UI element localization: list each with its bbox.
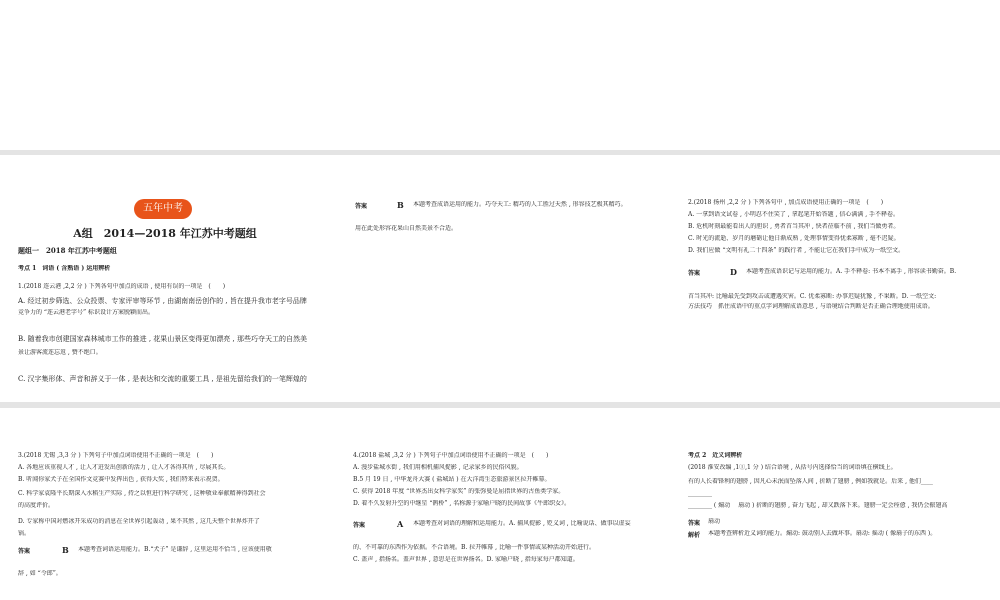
answer-word: 扇动 bbox=[708, 518, 721, 525]
option-c: C. 科学家袁隆平长期深入水稻生产实际 , 持之以恒进行科学研究 , 这种敬业奉献精神得到社会 bbox=[18, 490, 266, 497]
option-a: A. 一拿到语文试卷 , 小明忍不住笑了 , 拿起笔开始答题 , 信心满满 , 手不释卷。 bbox=[688, 211, 900, 218]
answer-text: 本题考查词语运用能力。B.“犬子” 是谦辞 , 这里运用不恰当 , 应该使用敬 bbox=[78, 546, 272, 553]
slide-1[interactable] bbox=[0, 155, 330, 402]
answer-label: 答案 bbox=[355, 203, 368, 210]
option-c: C. 汉字集形体、声音和辞义于一体 , 是表达和交流的重要工具 , 是祖先留给我们的一笔辉煌的 bbox=[18, 375, 307, 383]
question-text-cont: ________ ( 煽动 扇动 ) 折断的翅膀 , 奋力飞起 , 却又跌落下来。翅膀一定会痊愈 , 我仍会振翅高 bbox=[688, 502, 948, 509]
option-a-cont: 竞争力的 “连云港老字号” 标识设计方案脱颖而出。 bbox=[18, 309, 154, 316]
option-d-cont: 锅。 bbox=[18, 530, 31, 537]
option-d: D. 着不久发射升空的中继星 “鹊桥” , 名称源于家喻户晓的民间故事《牛郎织女》。 bbox=[353, 500, 571, 507]
answer-text-cont: 首当其冲: 比喻最先受到攻击或遭遇灾害。C. 优柔寡断: 办事迟疑犹豫 , 不果断。D. 一纸空文: bbox=[688, 293, 937, 300]
option-c: C. 获得 2018 年度 “世界杰出女科学家奖” 的张弥曼是屈指世界的古鱼类学家。 bbox=[353, 488, 565, 495]
answer-label: 答案 bbox=[353, 522, 366, 529]
option-a: A. 各地应该重视人才 , 让人才迸发出创新的活力 , 让人才各得其所 , 尽展其长。 bbox=[18, 464, 230, 471]
slide-4[interactable] bbox=[0, 408, 330, 600]
answer-text-cont: 的、不可靠的东西作为依据。不合语境。B. 拉开帷幕 , 比喻一件事情或某种活动开始进行。 bbox=[353, 544, 595, 551]
section-badge: 五年中考 bbox=[134, 199, 192, 219]
option-c-cont: 的高度评价。 bbox=[18, 502, 55, 509]
option-b: B. 危机时刻最能看出人的胆识 , 勇者首当其冲 , 快者莅临不前 , 我们当做勇者。 bbox=[688, 223, 900, 230]
answer-letter: A bbox=[397, 519, 404, 529]
option-a: A. 经过初步筛选、公众投票、专家评审等环节 , 由湖南南岳创作的 , 旨在提升我市老字号品牌 bbox=[18, 297, 307, 305]
question-stem: 3.(2018 无锡 ,3,3 分 ) 下列句子中加点词语使用不正确的一项是 ( ) bbox=[18, 452, 214, 459]
option-b: B.5 月 19 日 , 中华龙舟大赛 ( 盐城站 ) 在大洋湾生态旅游景区拉开帷幕。 bbox=[353, 476, 551, 483]
point-heading: 考点 2 近义词辨析 bbox=[688, 452, 743, 459]
analysis-text: 本题考查辨析近义词的能力。煽动: 鼓动别人去做坏事。扇动: 摇动 ( 像扇子的东西 )。 bbox=[708, 530, 937, 537]
group-heading: 题组一 2018 年江苏中考题组 bbox=[18, 247, 117, 255]
option-a: A. 漫步盐城水街 , 我们用相机捕风捉影 , 记录家乡的民俗风貌。 bbox=[353, 464, 523, 471]
answer-label: 答案 bbox=[18, 548, 31, 555]
slide-2[interactable] bbox=[335, 155, 665, 402]
slide-5[interactable] bbox=[335, 408, 665, 600]
answer-letter: D bbox=[730, 267, 737, 277]
question-stem: 4.(2018 盐城 ,3,2 分 ) 下列句子中加点词语使用不正确的一项是 ( ) bbox=[353, 452, 549, 459]
answer-text: 本题考查成语识记与运用的能力。A. 手不释卷: 书本不离手 , 形容读书勤奋。B. bbox=[746, 268, 957, 275]
point-heading: 考点 1 词语 ( 含熟语 ) 运用辨析 bbox=[18, 265, 111, 272]
slide-6[interactable] bbox=[670, 408, 1000, 600]
answer-letter: B bbox=[397, 200, 404, 210]
answer-text-cont: 辞 , 如 “令郎”。 bbox=[18, 570, 62, 577]
analysis-label: 解析 bbox=[688, 532, 701, 539]
option-b-cont: 景让游客流连忘返 , 赞不绝口。 bbox=[18, 349, 102, 356]
page-title: A组 2014—2018 年江苏中考题组 bbox=[73, 227, 257, 240]
option-d: D. 我们应做 “文明有礼二十四条” 的践行者 , 不能让它在我们手中成为一纸空文。 bbox=[688, 247, 905, 254]
answer-letter: B bbox=[62, 545, 69, 555]
answer-blank: ________ bbox=[688, 490, 712, 497]
option-c: C. 时光的流逝、岁月的磨砺让他日渐成熟 , 处理事情变得忧柔寡断 , 毫不迟疑。 bbox=[688, 235, 900, 242]
question-stem: 2.(2018 扬州 ,2,2 分 ) 下列各句中 , 加点成语使用正确的一项是 ( ) bbox=[688, 199, 884, 206]
answer-text-cont: 用在此处形容花果山自然美景不合适。 bbox=[355, 225, 458, 232]
option-d: D. 专家称中国对燃冰开采成功的消息在全世界引起轰动 , 果不其然 , 这几天整个世界炸开了 bbox=[18, 518, 260, 525]
question-stem: 1.(2018 连云港 ,2,2 分 ) 下列各句中加点的成语 , 使用有误的一项是 ( ) bbox=[18, 283, 226, 290]
option-b: B. 听闻你家犬子在全国作文竞赛中发挥出色 , 获得大奖 , 我们特来表示祝贺。 bbox=[18, 476, 224, 483]
answer-label: 答案 bbox=[688, 520, 701, 527]
answer-label: 答案 bbox=[688, 270, 701, 277]
option-b: B. 随着我市创建国家森林城市工作的推进 , 花果山景区变得更加漂亮 , 那些巧夺天工的自然美 bbox=[18, 335, 307, 343]
method-tip: 方法技巧 抓住成语中的重点字词理解成语意思 , 与语境结合判断是否正确合理地使用成语。 bbox=[688, 303, 934, 310]
question-stem: (2018 淮安改编 ,1①,1 分 ) 结合语境 , 从括号内选择恰当的词语填在横线上。 bbox=[688, 464, 897, 471]
question-text: 有的人长着锋利的翅膀 , 因凡心未泯而坠落人间 , 折断了翅膀 , 例如我就是。后来 , 他们____ bbox=[688, 478, 933, 485]
slide-3[interactable] bbox=[670, 155, 1000, 402]
answer-text: 本题考查对词语的理解和运用能力。A. 捕风捉影 , 贬义词 , 比喻说话、做事以虚妄 bbox=[413, 520, 631, 527]
answer-text: 本题考查成语运用的能力。巧夺天工: 精巧的人工胜过天然 , 形容技艺极其精巧。 bbox=[413, 201, 627, 208]
answer-text-cont: C. 盖声 , 指扬名。盖声世界 , 意思是在世界扬名。D. 家喻户晓 , 指每家每户都知道。 bbox=[353, 556, 579, 563]
